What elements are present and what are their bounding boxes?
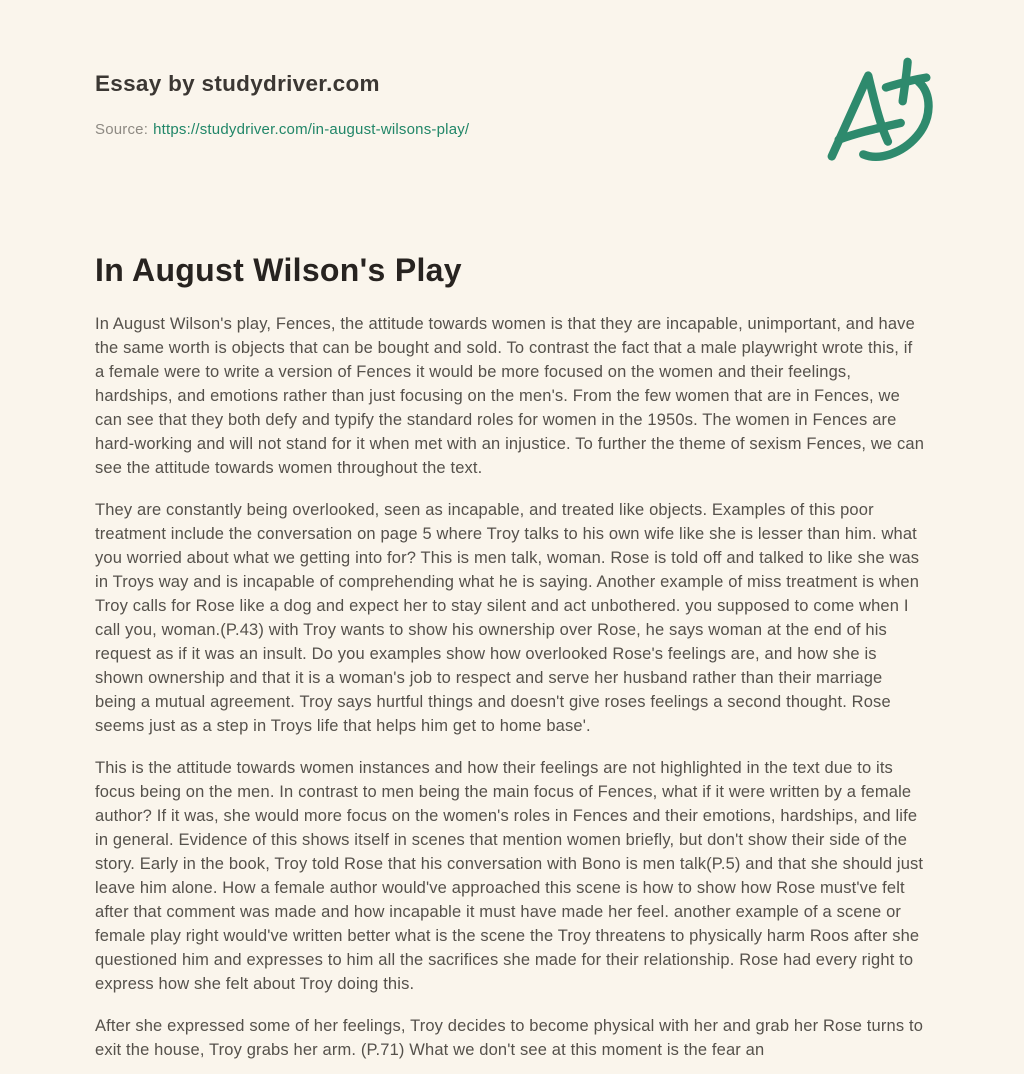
essay-paragraph-3: This is the attitude towards women instances and how their feelings are not highlighted in the text due to its focus being on the men. In contrast to men being the main focus of Fences, what if it were written by a female author? If it was, she would more focus on the women's roles in Fences and their emotions, hardships, and life in general. Evidence of this shows itself in scenes that mention women briefly, but don't show their side of the story. Early in the book, Troy told Rose that his conversation with Bono is men talk(P.5) and that she should just leave him alone. How a female author would've approached this scene is how to show how Rose must've felt after that comment was made and how incapable it must have made her feel. another example of a scene or female play right would've written better what is the scene the Troy threatens to physically harm Roos after she questioned him and expresses to him all the sacrifices she made for their relationship. Rose had every right to express how she felt about Troy doing this.: [95, 759, 924, 993]
source-link[interactable]: https://studydriver.com/in-august-wilsons-play/: [153, 121, 470, 138]
source-line: [95, 120, 925, 140]
header: [95, 70, 925, 140]
page-byline: Essay by studydriver.com: [95, 71, 380, 96]
essay-title: In August Wilson's Play: [95, 252, 462, 288]
essay-paragraph-1: In August Wilson's play, Fences, the attitude towards women is that they are incapable, unimportant, and have the same worth is objects that can be bought and sold. To contrast the fact that a male playwright wrote this, if a female were to write a version of Fences it would be more focused on the women and their feelings, hardships, and emotions rather than just focusing on the men's. From the few women that are in Fences, we can see that they both defy and typify the standard roles for women in the 1950s. The women in Fences are hard-working and will not stand for it when met with an injustice. To further the theme of sexism Fences, we can see the attitude towards women throughout the text.: [95, 315, 925, 477]
essay-paragraph-4: After she expressed some of her feelings, Troy decides to become physical with her and grab her Rose turns to exit the house, Troy grabs her arm. (P.71) What we don't see at this moment is the fear an: [95, 1017, 924, 1059]
source-label: Source:: [95, 121, 149, 138]
a-plus-logo-icon: [818, 52, 946, 180]
essay-body: [95, 312, 925, 1062]
essay-article: [95, 250, 925, 1062]
essay-paragraph-2: They are constantly being overlooked, seen as incapable, and treated like objects. Examples of this poor treatment include the conversation on page 5 where Troy talks to his own wife like she is lesser than him. what you worried about what we getting into for? This is men talk, woman. Rose is told off and talked to like she was in Troys way and is incapable of comprehending what he is saying. Another example of miss treatment is when Troy calls for Rose like a dog and expect her to stay silent and act unbothered. you supposed to come when I call you, woman.(P.43) with Troy wants to show his ownership over Rose, he says woman at the end of his request as if it was an insult. Do you examples show how overlooked Rose's feelings are, and how she is shown ownership and that it is a woman's job to respect and serve her husband rather than their marriage being a mutual agreement. Troy says hurtful things and doesn't give roses feelings a second thought. Rose seems just as a step in Troys life that helps him get to home base'.: [95, 501, 920, 735]
